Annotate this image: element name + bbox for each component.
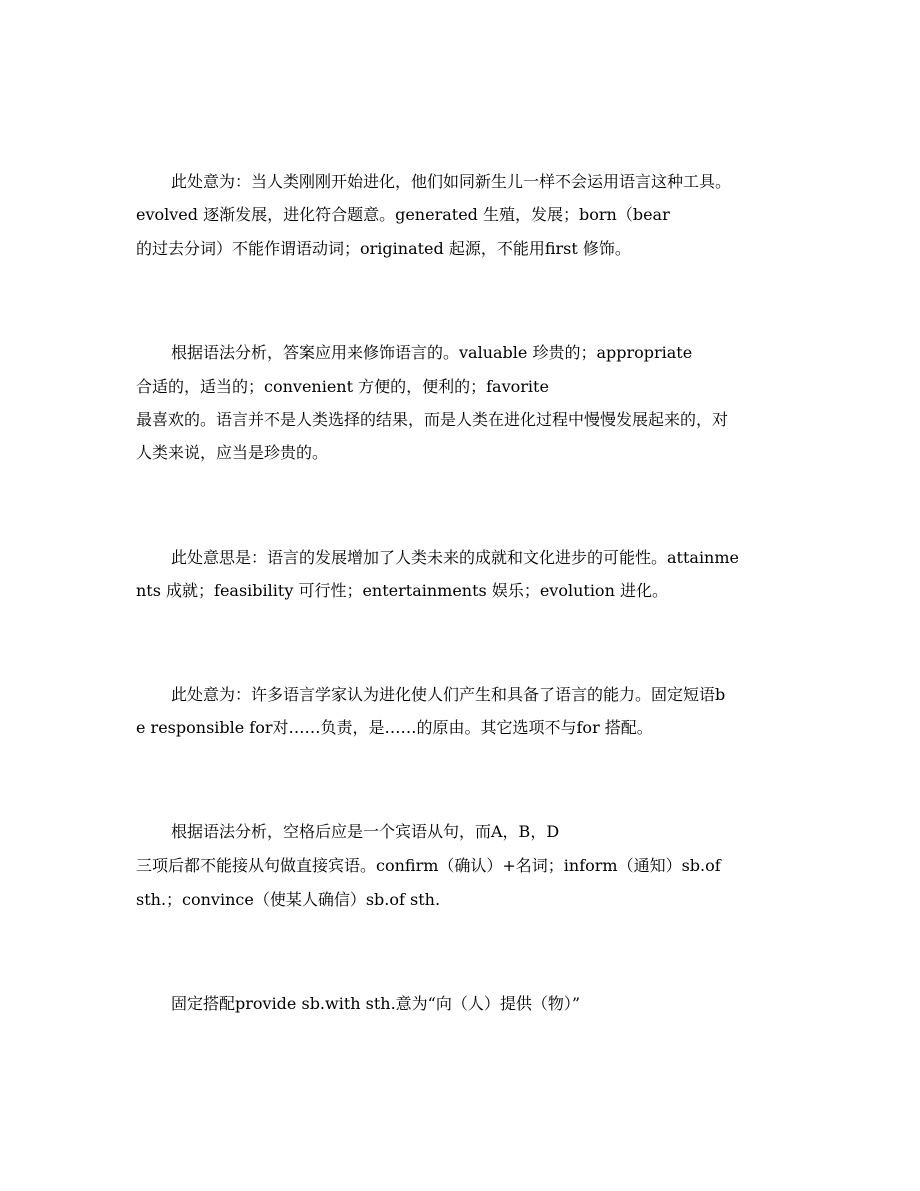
paragraph-2-line-3: 最喜欢的。语言并不是人类选择的结果，而是人类在进化过程中慢慢发展起来的，对 xyxy=(136,410,729,429)
paragraph-2-line-4: 人类来说，应当是珍贵的。 xyxy=(136,443,329,462)
paragraph-3-line-1: 此处意思是：语言的发展增加了人类未来的成就和文化进步的可能性。attainme xyxy=(171,548,740,567)
paragraph-5-line-3: sth.；convince（使某人确信）sb.of sth. xyxy=(136,890,441,909)
paragraph-2-line-1: 根据语法分析，答案应用来修饰语言的。valuable 珍贵的；appropriate xyxy=(171,343,693,362)
paragraph-6-line-1: 固定搭配provide sb.with sth.意为“向（人）提供（物）” xyxy=(171,994,581,1013)
paragraph-1-line-3: 的过去分词）不能作谓语动词；originated 起源，不能用first 修饰。 xyxy=(136,239,631,258)
paragraph-3-line-2: nts 成就；feasibility 可行性；entertainments 娱乐；evolution 进化。 xyxy=(136,581,668,600)
paragraph-4-line-2: e responsible for对……负责，是……的原由。其它选项不与for 搭配。 xyxy=(136,718,653,737)
paragraph-4-line-1: 此处意为：许多语言学家认为进化使人们产生和具备了语言的能力。固定短语b xyxy=(171,685,726,704)
paragraph-5-line-2: 三项后都不能接从句做直接宾语。confirm（确认）+名词；inform（通知）sb.of xyxy=(136,856,721,875)
paragraph-1-line-1: 此处意为：当人类刚刚开始进化，他们如同新生儿一样不会运用语言这种工具。 xyxy=(171,172,732,191)
paragraph-1-line-2: evolved 逐渐发展，进化符合题意。generated 生殖，发展；born（bear xyxy=(136,205,670,224)
paragraph-2-line-2: 合适的，适当的；convenient 方便的，便利的；favorite xyxy=(136,377,549,396)
paragraph-5-line-1: 根据语法分析，空格后应是一个宾语从句，而A，B，D xyxy=(171,822,560,841)
